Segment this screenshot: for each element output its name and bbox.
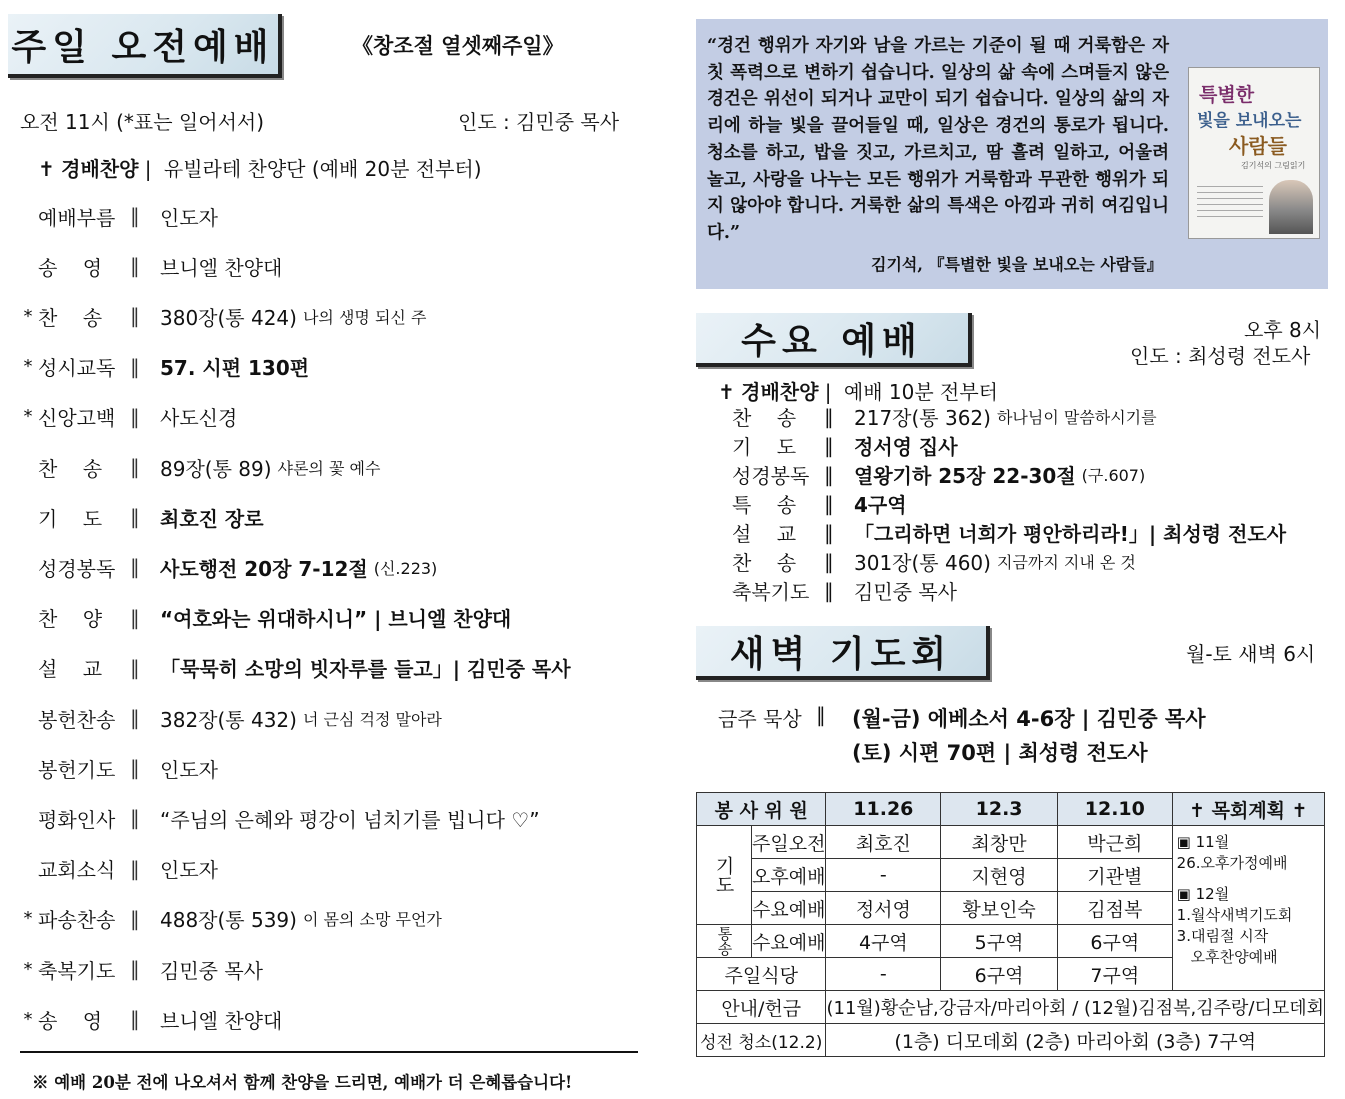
wed-order-item [732,402,1157,431]
order-sep: ∥ [824,520,834,545]
wed-order-item [732,518,1292,547]
dawn-line1: (월-금) 에베소서 4-6장 | 김민중 목사 [852,707,1206,731]
order-item [18,899,638,939]
duty-cell: 최호진 [826,826,941,859]
dawn-title: 새벽 기도회 [729,633,953,675]
order-extra: 하나님이 말씀하시기를 [996,408,1157,427]
order-item [18,397,638,437]
order-sep: ∥ [130,505,140,530]
order-sep: ∥ [130,555,140,580]
order-label: 기 도 [732,435,797,459]
order-item [18,196,638,236]
order-item [18,598,638,638]
duty-cell: 정서영 [826,892,941,925]
footer-divider [20,1051,638,1053]
order-value: 김민중 목사 [854,580,957,604]
book-title-line3: 사람들 [1229,134,1287,158]
order-value: 217장(통 362) [854,406,991,430]
guide-label: 안내/헌금 [697,991,826,1024]
order-extra: (구.607) [1081,466,1146,485]
order-value: “주님의 은혜와 평강이 넘치기를 빕니다 ♡” [160,807,540,832]
order-extra: (신.223) [373,558,438,578]
stand-mark: * [23,305,33,327]
duty-header-title: 봉 사 위 원 [697,793,826,826]
order-value: 최호진 장로 [160,506,264,531]
order-label: 봉헌기도 [38,757,116,782]
order-item [18,798,638,838]
order-label: 축복기도 [732,580,810,604]
plan-nov-head: ▣ 11월 [1176,833,1230,851]
order-value: 사도행전 20장 7-12절 [160,556,368,581]
guide-value: (11월)황순남,강금자/마리아회 / (12월)김점복,김주랑/디모데회 [826,991,1325,1024]
group-tong-text: 통송 [715,926,734,956]
duty-cell: 기관별 [1057,859,1172,892]
order-label: 축복기도 [38,958,116,983]
order-value: 4구역 [854,493,907,517]
order-value: 「묵묵히 소망의 빗자루를 들고」| 김민중 목사 [160,657,571,682]
order-label: 교회소식 [38,858,116,883]
order-value: 열왕기하 25장 22-30절 [854,464,1076,488]
author-photo [1269,180,1313,234]
order-extra: 이 몸의 소망 무언가 [302,910,442,930]
duty-cell: 7구역 [1057,958,1172,991]
order-label: 찬 송 [732,551,797,575]
wednesday-title: 수요 예배 [741,320,923,362]
plan-nov-item: 26.오후가정예배 [1176,854,1288,872]
order-value: 정서영 집사 [854,435,958,459]
group-prayer-text: 기도 [712,856,735,894]
praise-value: 예배 10분 전부터 [843,380,998,404]
order-sep: ∥ [824,578,834,603]
duty-cell: 6구역 [941,958,1058,991]
order-item [18,347,638,387]
order-label: 예배부름 [38,205,116,230]
quote-text: “경건 행위가 자기와 남을 가르는 기준이 될 때 거룩함은 자칫 폭력으로 변하기 쉽습니다. 일상의 삶 속에 스며들지 않은 경건은 위선이 되거나 교만이 되기 쉽습니다. 일상의 삶의 자리에 하늘 빛을 끌어들일 때, 일상은 경건의 통로가 됩니다. 청소를 하고, 밥을 짓고, 가르치고, 땀 흘려 일하고, 어울려 놀고, 사랑을 나누는 모든 행위가 거룩함과 무관한 행위가 되지 않아야 합니다. 거룩한 삶의 특색은 아낌과 귀히 여김입니다.” [707,36,1169,243]
wed-order-item [732,489,913,518]
order-sep: ∥ [130,304,140,329]
order-value: 인도자 [160,205,218,230]
order-item [18,296,638,336]
group-prayer-label [697,826,752,925]
duty-cell: 박근희 [1057,826,1172,859]
order-item [18,849,638,889]
order-value: 382장(통 432) [160,707,297,732]
order-value: 488장(통 539) [160,908,297,933]
order-item [18,698,638,738]
order-sep: ∥ [130,806,140,831]
order-label: 설 교 [732,522,797,546]
stand-mark: * [23,406,33,428]
duty-cell: 지현영 [941,859,1058,892]
book-title-line1: 특별한 [1199,84,1255,106]
order-sep: ∥ [824,433,834,458]
sunday-title-banner [8,14,282,78]
wed-order-item [732,460,1145,489]
order-item [18,497,638,537]
order-label: 파송찬송 [38,908,116,933]
duty-row-label: 주일식당 [697,958,826,991]
plan-header: ✝ 목회계획 ✝ [1172,793,1324,826]
order-sep: ∥ [130,756,140,781]
order-value: 인도자 [160,858,218,883]
order-value: 김민중 목사 [160,958,263,983]
order-sep: ∥ [130,1007,140,1032]
order-label: 평화인사 [38,807,116,832]
cross-icon: ✝ [718,380,735,404]
order-sep: ∥ [130,455,140,479]
order-extra: 너 근심 걱정 말아라 [302,709,442,729]
order-label: 성시교독 [38,356,116,381]
praise-sep: | [824,380,832,404]
order-label: 봉헌찬송 [38,707,116,732]
sunday-subtitle: 《창조절 열셋째주일》 [352,34,564,58]
duty-cell: 김점복 [1057,892,1172,925]
order-extra: 샤론의 꽃 예수 [277,458,381,478]
wednesday-time: 오후 8시 [1244,318,1322,342]
order-sep: ∥ [824,549,834,574]
order-sep: ∥ [130,204,140,228]
book-blurb-lines [1197,186,1263,222]
order-item [18,246,638,286]
order-sep: ∥ [130,856,140,881]
order-label: 기 도 [38,506,103,531]
duty-table [696,792,1325,1057]
order-label: 신앙고백 [38,406,116,431]
praise-value: 유빌라테 찬양단 (예배 20분 전부터) [163,157,482,181]
order-label: 송 영 [38,1008,103,1033]
wednesday-leader: 인도 : 최성령 전도사 [1130,344,1311,368]
duty-row-label: 수요예배 [752,925,826,958]
group-tong-label [697,925,752,958]
plan-dec-item: 3.대림절 시작 [1176,927,1269,945]
stand-mark: * [23,1008,33,1030]
order-value: 301장(통 460) [854,551,991,575]
order-value: 57. 시편 130편 [160,356,310,381]
order-label: 설 교 [38,657,103,682]
dawn-line2: (토) 시편 70편 | 최성령 전도사 [852,741,1148,765]
order-label: 송 영 [38,255,103,280]
duty-header-date: 12.3 [941,793,1058,826]
order-sep: ∥ [130,906,140,931]
order-sep: ∥ [130,655,140,680]
order-item [18,648,638,688]
order-value: 브니엘 찬양대 [160,255,283,280]
order-label: 특 송 [732,493,797,517]
duty-header-date: 11.26 [826,793,941,826]
duty-row-label: 주일오전 [752,826,826,859]
book-author: 김기석의 그림읽기 [1241,161,1306,170]
order-value: 브니엘 찬양대 [160,1008,283,1033]
order-label: 찬 송 [38,456,103,481]
duty-cell: 5구역 [941,925,1058,958]
order-label: 찬 송 [732,406,797,430]
plan-dec-item: 오후찬양예배 [1190,948,1278,966]
stand-mark: * [23,356,33,378]
order-label: 성경봉독 [38,556,116,581]
order-item [18,748,638,788]
sunday-praise-row [38,153,482,182]
dawn-sep: ∥ [816,703,826,727]
wednesday-title-banner [696,313,972,367]
order-value: 인도자 [160,757,218,782]
order-value: 사도신경 [160,406,238,431]
order-sep: ∥ [130,706,140,730]
clean-value: (1층) 디모데회 (2층) 마리아회 (3층) 7구역 [826,1024,1325,1057]
plan-dec-item: 1.월삭새벽기도회 [1176,906,1293,924]
book-cover-image [1188,67,1320,239]
order-sep: ∥ [824,491,834,516]
dawn-label: 금주 묵상 [718,707,802,731]
order-item [18,999,638,1039]
order-value: 「그리하면 너희가 평안하리라!」| 최성령 전도사 [854,522,1287,546]
order-sep: ∥ [130,605,140,630]
order-item [18,447,638,487]
order-sep: ∥ [130,404,140,429]
duty-header-date: 12.10 [1057,793,1172,826]
order-sep: ∥ [824,404,834,429]
order-label: 찬 송 [38,305,103,330]
order-sep: ∥ [130,957,140,981]
duty-row-label: 수요예배 [752,892,826,925]
clean-label: 성전 청소(12.2) [697,1024,826,1057]
praise-label: 경배찬양 [741,380,819,404]
stand-mark: * [23,958,33,980]
order-label: 찬 양 [38,607,103,632]
wed-order-item [732,547,1136,576]
order-extra: 지금까지 지내 온 것 [996,553,1136,572]
wed-order-item [732,576,963,605]
order-sep: ∥ [824,462,834,487]
cross-icon: ✝ [38,157,55,181]
dawn-title-banner [696,626,990,680]
sunday-title: 주일 오전예배 [11,26,275,68]
wed-order-item [732,431,964,460]
duty-cell: 4구역 [826,925,941,958]
duty-cell: - [826,958,941,991]
order-extra: 나의 생명 되신 주 [302,307,427,327]
praise-sep: | [144,157,152,181]
order-value: 89장(통 89) [160,456,272,481]
plan-dec-head: ▣ 12월 [1176,885,1230,903]
sunday-leader: 인도 : 김민중 목사 [458,110,620,134]
duty-cell: 6구역 [1057,925,1172,958]
dawn-time: 월-토 새벽 6시 [1186,642,1316,666]
wednesday-praise-row [718,376,998,405]
book-title-line2: 빛을 보내오는 [1197,111,1302,131]
order-value: 380장(통 424) [160,305,297,330]
duty-cell: 황보인숙 [941,892,1058,925]
praise-label: 경배찬양 [61,157,139,181]
stand-mark: * [23,908,33,930]
order-sep: ∥ [130,254,140,279]
duty-row-label: 오후예배 [752,859,826,892]
footer-note: ※ 예배 20분 전에 나오셔서 함께 찬양을 드리면, 예배가 더 은혜롭습니다! [32,1073,573,1092]
duty-cell: - [826,859,941,892]
order-sep: ∥ [130,354,140,379]
order-label: 성경봉독 [732,464,810,488]
sunday-time: 오전 11시 (*표는 일어서서) [20,110,265,134]
order-item [18,547,638,587]
duty-cell: 최창만 [941,826,1058,859]
order-value: “여호와는 위대하시니” | 브니엘 찬양대 [160,607,512,632]
order-item [18,949,638,989]
quote-source: 김기석, 『특별한 빛을 보내오는 사람들』 [871,255,1163,274]
plan-cell [1172,826,1324,991]
